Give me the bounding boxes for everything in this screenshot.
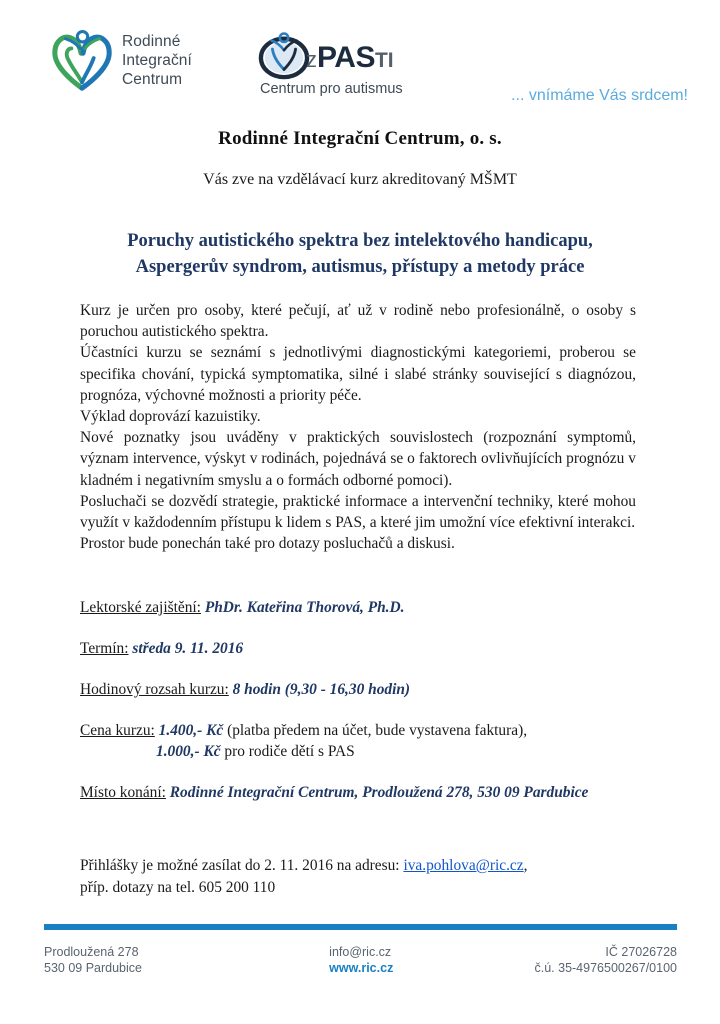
closing-block (80, 855, 640, 898)
description-paragraph-5: Posluchači se dozvědí strategie, praktické informace a intervenční techniky, které mohou využít v každodenním přístupu k lidem s PAS, a které jim umožní více efektivní interakci. (80, 492, 636, 532)
description-paragraph-4: Nové poznatky jsou uváděny v praktických souvislostech (rozpoznání symptomů, význam intervence, výskyt v rodinách, pojednává se o faktorech ovlivňujících prognózu v kladném i negativním smyslu a o formách odborné pomoci). (80, 429, 636, 489)
course-title (60, 228, 660, 280)
footer-website[interactable]: www.ric.cz (329, 961, 394, 975)
course-details (80, 597, 640, 803)
description-paragraph-3: Výklad doprovází kazuistiky. (80, 408, 261, 426)
venue-value: Rodinné Integrační Centrum, Prodloužená 278, 530 09 Pardubice (169, 784, 589, 801)
closing-phone-line: příp. dotazy na tel. 605 200 110 (80, 878, 276, 896)
footer-contact (329, 944, 393, 976)
document-footer (44, 944, 677, 976)
price-value: 1.400,- Kč (158, 722, 224, 739)
detail-row-price (80, 720, 640, 762)
footer-divider (44, 924, 677, 930)
course-description (80, 300, 636, 554)
document-header (0, 24, 720, 116)
ric-wordmark-line3: Centrum (122, 70, 183, 88)
closing-text-before: Přihlášky je možné zasílat do 2. 11. 2016 na adresu: (80, 857, 400, 874)
zpasti-subtitle: Centrum pro autismus (260, 81, 403, 97)
lecturer-value: PhDr. Kateřina Thorová, Ph.D. (204, 599, 405, 616)
description-paragraph-2: Účastníci kurzu se seznámí s jednotlivými diagnostickými kategoriemi, proberou se specifika chování, typická symptomatika, silné i slabé stránky související s diagnózou, prognóza, výchovné možnosti a priority péče. (80, 344, 636, 404)
detail-row-hours (80, 679, 640, 700)
detail-row-date (80, 638, 640, 659)
detail-row-lecturer (80, 597, 640, 618)
hours-label: Hodinový rozsah kurzu: (80, 681, 229, 698)
description-paragraph-6: Prostor bude ponechán také pro dotazy posluchačů a diskusi. (80, 535, 455, 553)
ric-logo (52, 28, 192, 92)
price-note: (platba předem na účet, bude vystavena faktura), (227, 722, 528, 739)
course-title-line1: Poruchy autistického spektra bez intelektového handicapu, (127, 231, 593, 251)
date-label: Termín: (80, 640, 129, 657)
ric-wordmark-line1: Rodinné (122, 32, 181, 50)
zpasti-wordmark-ti: TI (374, 49, 394, 72)
venue-label: Místo konání: (80, 784, 166, 801)
lecturer-label: Lektorské zajištění: (80, 599, 201, 616)
price-note-2: pro rodiče dětí s PAS (224, 743, 355, 760)
detail-row-venue (80, 782, 640, 803)
footer-address-line1: Prodloužená 278 (44, 945, 139, 959)
ric-wordmark (122, 32, 192, 89)
header-slogan: ... vnímáme Vás srdcem! (511, 87, 688, 104)
ric-heart-logo-icon (52, 28, 114, 92)
ric-wordmark-line2: Integrační (122, 51, 192, 69)
closing-text-after: , (523, 857, 528, 874)
price-label: Cena kurzu: (80, 722, 155, 739)
zpasti-wordmark-z: z (306, 47, 317, 72)
footer-account: č.ú. 35-4976500267/0100 (534, 961, 677, 975)
zpasti-person-logo-icon (258, 30, 310, 80)
zpasti-logo (258, 30, 434, 97)
zpasti-wordmark (306, 43, 394, 73)
footer-legal (535, 944, 678, 976)
footer-ico: IČ 27026728 (605, 945, 677, 959)
course-title-line2: Aspergerův syndrom, autismus, přístupy a metody práce (135, 257, 585, 277)
hours-value: 8 hodin (9,30 - 16,30 hodin) (232, 681, 411, 698)
price-value-2: 1.000,- Kč (156, 743, 221, 760)
invitation-line: Vás zve na vzdělávací kurz akreditovaný MŠMT (203, 171, 517, 188)
price-second-line (156, 741, 640, 762)
description-paragraph-1: Kurz je určen pro osoby, které pečují, ať už v rodině nebo profesionálně, o osoby s poruchou autistického spektra. (80, 302, 636, 341)
zpasti-wordmark-pas: PAS (317, 41, 375, 74)
date-value: středa 9. 11. 2016 (132, 640, 244, 657)
application-email-link[interactable]: iva.pohlova@ric.cz (403, 857, 524, 874)
footer-email[interactable]: info@ric.cz (329, 945, 392, 959)
organization-title: Rodinné Integrační Centrum, o. s. (218, 128, 502, 149)
footer-address-line2: 530 09 Pardubice (44, 961, 142, 975)
footer-address (44, 944, 142, 976)
